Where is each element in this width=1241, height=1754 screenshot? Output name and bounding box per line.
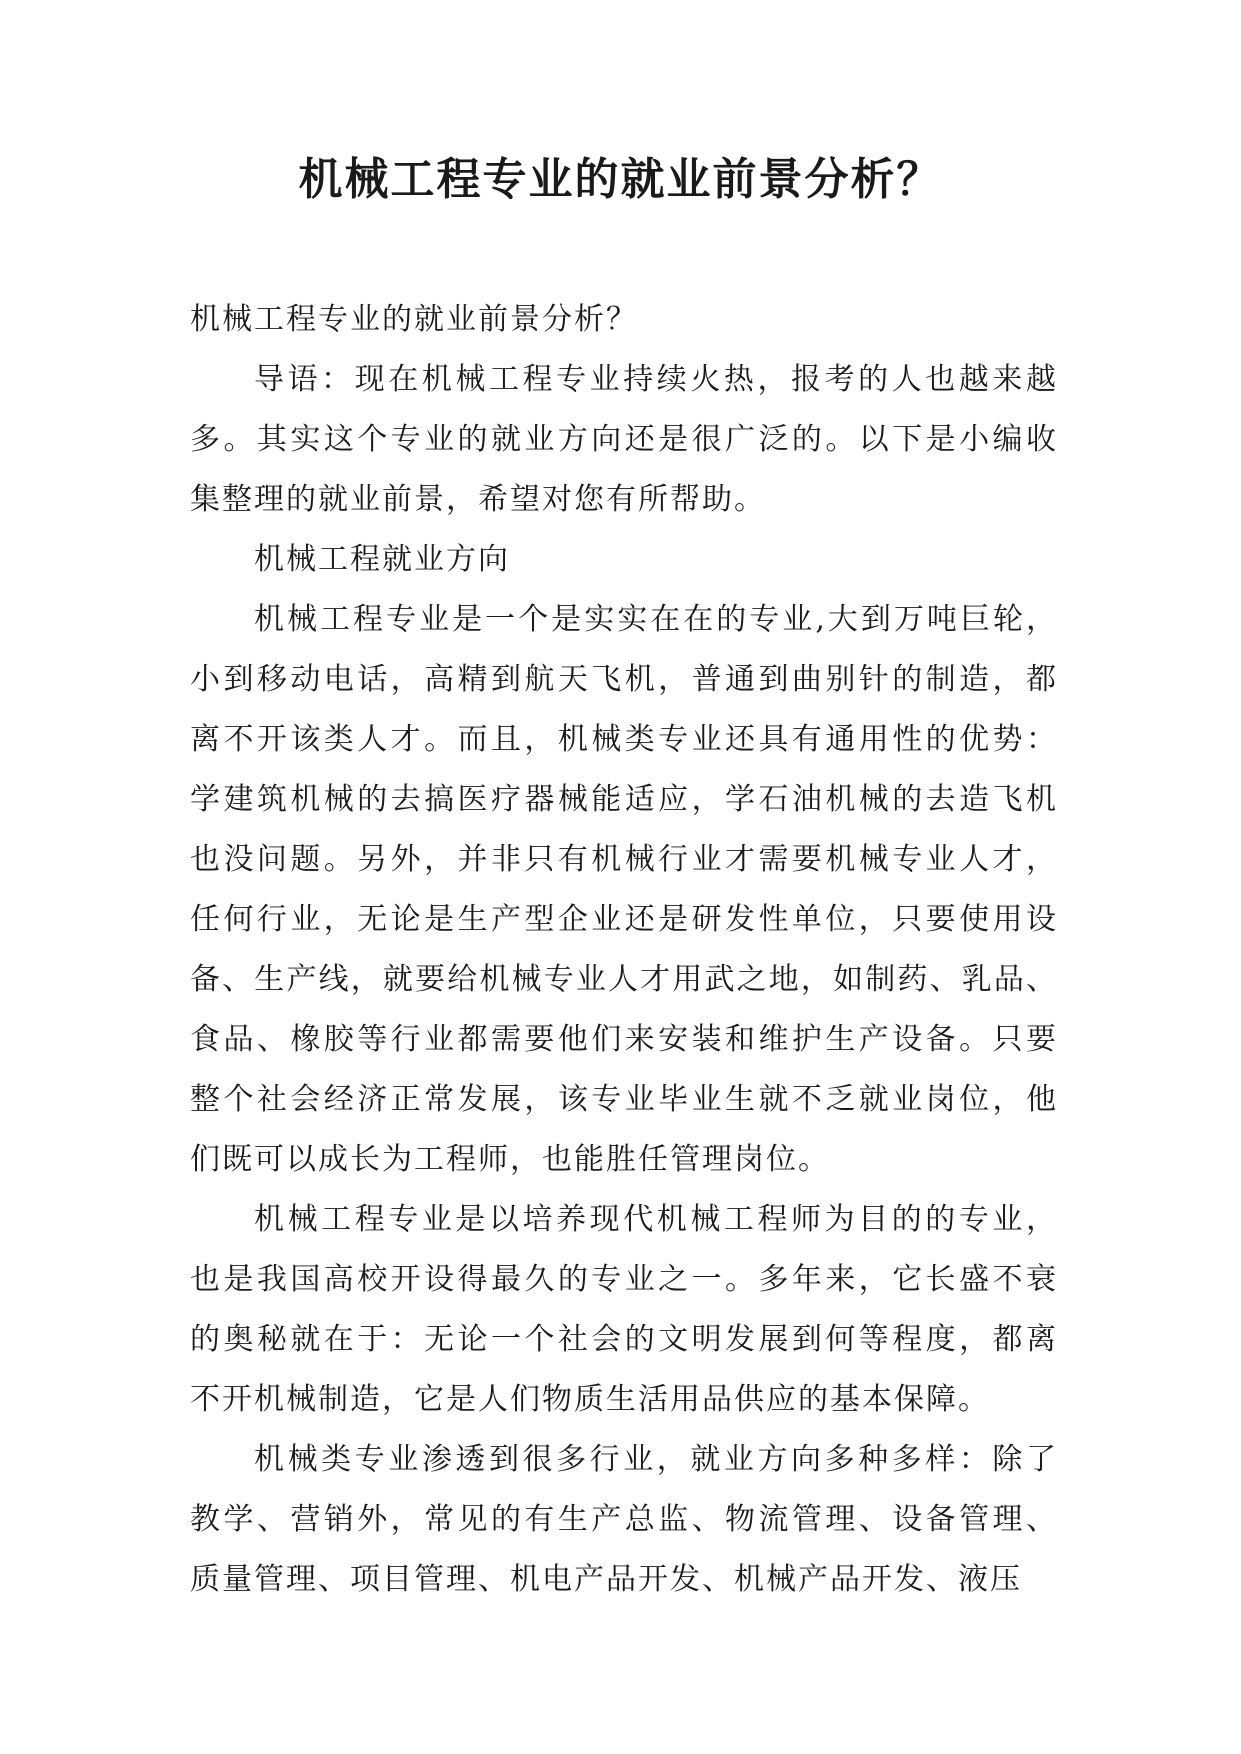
paragraph-line: 不开机械制造，它是人们物质生活用品供应的基本保障。 bbox=[190, 1382, 990, 1417]
paragraph-line: 学建筑机械的去搞医疗器械能适应，学石油机械的去造飞机 bbox=[190, 782, 1058, 817]
paragraph-line: 食品、橡胶等行业都需要他们来安装和维护生产设备。只要 bbox=[190, 1022, 1058, 1057]
paragraph bbox=[190, 590, 1058, 1190]
paragraph-line: 机械类专业渗透到很多行业，就业方向多种多样：除了 bbox=[254, 1442, 1058, 1477]
paragraph-line: 的奥秘就在于：无论一个社会的文明发展到何等程度，都离 bbox=[190, 1322, 1058, 1357]
paragraph bbox=[190, 1190, 1058, 1430]
paragraph-line: 导语：现在机械工程专业持续火热，报考的人也越来越 bbox=[254, 362, 1058, 397]
paragraph bbox=[190, 530, 1058, 590]
paragraph-line: 离不开该类人才。而且，机械类专业还具有通用性的优势： bbox=[190, 722, 1058, 757]
paragraph-line: 集整理的就业前景，希望对您有所帮助。 bbox=[190, 482, 766, 517]
paragraph-line: 也没问题。另外，并非只有机械行业才需要机械专业人才， bbox=[190, 842, 1058, 877]
paragraph-line: 质量管理、项目管理、机电产品开发、机械产品开发、液压 bbox=[190, 1562, 1022, 1597]
paragraph-line: 们既可以成长为工程师，也能胜任管理岗位。 bbox=[190, 1142, 830, 1177]
paragraph bbox=[190, 290, 1058, 350]
paragraph bbox=[190, 350, 1058, 530]
paragraph-line: 整个社会经济正常发展，该专业毕业生就不乏就业岗位，他 bbox=[190, 1082, 1058, 1117]
paragraph-line: 教学、营销外，常见的有生产总监、物流管理、设备管理、 bbox=[190, 1502, 1058, 1537]
paragraph-line: 多。其实这个专业的就业方向还是很广泛的。以下是小编收 bbox=[190, 422, 1058, 457]
paragraph-line: 机械工程专业的就业前景分析？ bbox=[190, 302, 638, 337]
paragraph-line: 机械工程专业是一个是实实在在的专业,大到万吨巨轮， bbox=[254, 602, 1058, 637]
paragraph-line: 机械工程就业方向 bbox=[254, 542, 510, 577]
paragraph-line: 机械工程专业是以培养现代机械工程师为目的的专业， bbox=[254, 1202, 1058, 1237]
paragraph bbox=[190, 1430, 1058, 1610]
paragraph-line: 也是我国高校开设得最久的专业之一。多年来，它长盛不衰 bbox=[190, 1262, 1058, 1297]
paragraph-line: 任何行业，无论是生产型企业还是研发性单位，只要使用设 bbox=[190, 902, 1058, 937]
document-title: 机械工程专业的就业前景分析？ bbox=[298, 154, 943, 205]
document-body bbox=[190, 290, 1058, 1610]
paragraph-line: 小到移动电话，高精到航天飞机，普通到曲别针的制造，都 bbox=[190, 662, 1058, 697]
paragraph-line: 备、生产线，就要给机械专业人才用武之地，如制药、乳品、 bbox=[190, 962, 1058, 997]
